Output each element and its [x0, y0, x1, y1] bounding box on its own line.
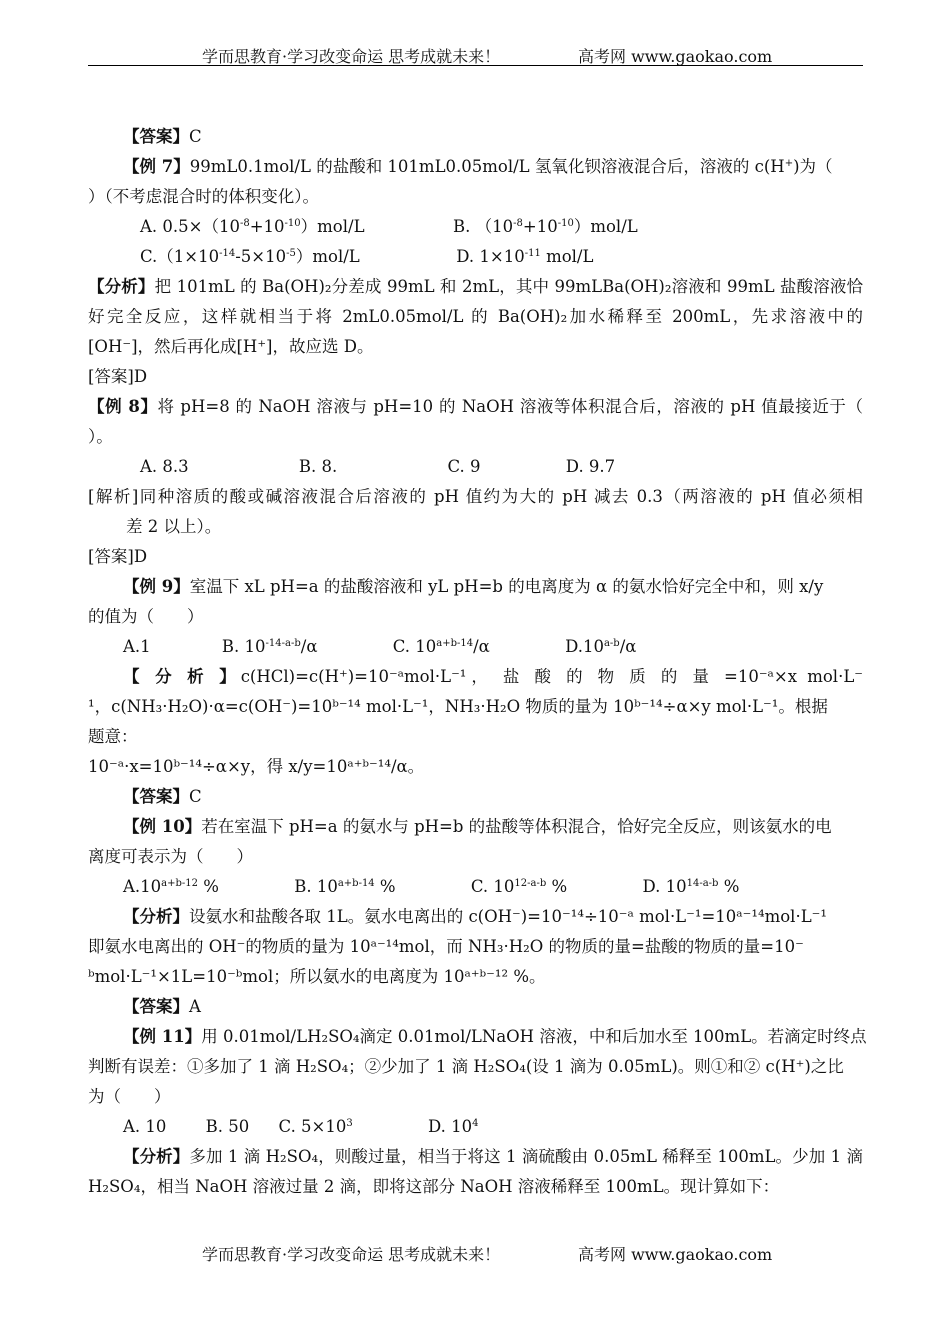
- example-10-line1: 【例 10】若在室温下 pH=a 的氨水与 pH=b 的盐酸等体积混合，恰好完全反应，则该氨水的电: [123, 817, 832, 836]
- example-7-line1: 【例 7】99mL0.1mol/L 的盐酸和 101mL0.05mol/L 氢氧化钡溶液混合后，溶液的 c(H+)为（: [123, 157, 833, 176]
- example-9-line2: 的值为（ ）: [88, 607, 204, 626]
- example-9-analysis-4: 10⁻ᵃ·x=10ᵇ⁻¹⁴÷α×y，得 x/y=10ᵃ⁺ᵇ⁻¹⁴/α。: [88, 757, 425, 776]
- example-9-analysis-1: 【 分 析 】c(HCl)=c(H⁺)=10⁻ᵃmol·L⁻¹， 盐 酸 的 物 质 的 量 =10⁻ᵃ×x mol·L⁻: [123, 667, 863, 686]
- option-b: B. 8.: [298, 457, 338, 476]
- example-9-analysis-3: 题意：: [88, 727, 138, 746]
- example-7-options-ab: [88, 212, 863, 242]
- document-body: [88, 122, 867, 1202]
- example-8-line2: ）。: [88, 427, 113, 446]
- example-9-line1: 【例 9】室温下 xL pH=a 的盐酸溶液和 yL pH=b 的电离度为 α 的氨水恰好完全中和，则 x/y: [123, 577, 824, 596]
- example-7-options-cd: [88, 242, 863, 272]
- example-tag: 【例 9】: [123, 577, 190, 596]
- example-tag: 【例 11】: [123, 1027, 202, 1046]
- header-site: 高考网 www.gaokao.com: [578, 47, 773, 66]
- answer-tag: 【答案】: [123, 997, 189, 1016]
- example-10-line2: 离度可表示为（ ）: [88, 847, 253, 866]
- analysis-tag: 【分析】: [123, 907, 189, 926]
- option-c: C. $5\times 10^3$: [278, 1117, 353, 1136]
- option-d: D.10$^{a-b}$/α: [565, 637, 637, 656]
- example-11-options: [88, 1112, 863, 1142]
- option-c: C. 9: [447, 457, 481, 476]
- answer-tag: 【答案】: [123, 127, 189, 146]
- option-c: C. $10^{a+b-14}/\alpha$: [392, 637, 490, 656]
- example-8-answer: [答案]D: [88, 547, 148, 566]
- analysis-tag: 【分析】: [123, 1147, 190, 1166]
- option-a: $A.10^{a+b-12}$ %: [123, 877, 219, 896]
- example-11-analysis-2: H₂SO₄，相当 NaOH 溶液过量 2 滴，即将这部分 NaOH 溶液稀释至 100mL。现计算如下：: [88, 1177, 780, 1196]
- example-9-options: [88, 632, 863, 662]
- option-c: C. 10$^{12-a-b}$ %: [470, 877, 568, 896]
- option-b: B. $(10^{-8}+10^{-10})mol/L$: [453, 217, 638, 236]
- example-10-analysis-1: 【分析】设氨水和盐酸各取 1L。氨水电离出的 c(OH⁻)=10⁻¹⁴÷10⁻ᵃ mol·L⁻¹=10ᵃ⁻¹⁴mol·L⁻¹: [123, 907, 827, 926]
- example-8-line1: 【例 8】将 pH=8 的 NaOH 溶液与 pH=10 的 NaOH 溶液等体积混合后，溶液的 pH 值最接近于（: [88, 397, 863, 416]
- answer-10: [88, 992, 863, 1022]
- option-a: A.1: [123, 637, 151, 656]
- example-8-explanation-2: 差 2 以上）。: [126, 517, 222, 536]
- option-d: D. 9.7: [565, 457, 616, 476]
- example-tag: 【例 10】: [123, 817, 202, 836]
- example-tag: 【例 8】: [88, 397, 158, 416]
- example-11-analysis-1: 【分析】多加 1 滴 H₂SO₄，则酸过量，相当于将这 1 滴硫酸由 0.05mL 稀释至 100mL。少加 1 滴: [123, 1147, 863, 1166]
- header-rule: [88, 65, 863, 66]
- option-a: A. $0.5\times(10^{-8}+10^{-10})mol/L$: [140, 217, 365, 236]
- example-8-explanation-1: [解析]同种溶质的酸或碱溶液混合后溶液的 pH 值约为大的 pH 减去 0.3（两溶液的 pH 值必须相: [88, 487, 863, 506]
- example-10-options: [88, 872, 863, 902]
- option-a: A. 10: [123, 1117, 167, 1136]
- answer-value: C: [189, 127, 202, 146]
- option-a: A. 8.3: [140, 457, 189, 476]
- example-7-analysis-3: [OH⁻]，然后再化成[H⁺]，故应选 D。: [88, 337, 374, 356]
- footer-site: 高考网 www.gaokao.com: [578, 1245, 773, 1264]
- example-11-line2: 判断有误差：①多加了 1 滴 H₂SO₄；②少加了 1 滴 H₂SO₄(设 1 滴为 0.05mL)。则①和② c(H⁺)之比: [88, 1057, 844, 1076]
- example-9-analysis-2: ¹，c(NH₃·H₂O)·α=c(OH⁻)=10ᵇ⁻¹⁴ mol·L⁻¹，NH₃·H₂O 物质的量为 10ᵇ⁻¹⁴÷α×y mol·L⁻¹。根据: [88, 697, 828, 716]
- example-tag: 【例 7】: [123, 157, 190, 176]
- example-7-analysis-2: 好完全反应，这样就相当于将 2mL0.05mol/L 的 Ba(OH)₂加水稀释至 200mL，先求溶液中的: [88, 307, 863, 326]
- answer-value: A: [189, 997, 201, 1016]
- answer-tag: 【答案】: [123, 787, 189, 806]
- example-11-line3: 为（ ）: [88, 1087, 171, 1106]
- option-d: D. 10$^{14-a-b}$ %: [642, 877, 740, 896]
- example-10-analysis-3: ᵇmol·L⁻¹×1L=10⁻ᵇmol；所以氨水的电离度为 10ᵃ⁺ᵇ⁻¹² %。: [88, 967, 546, 986]
- option-b: B. 50: [205, 1117, 250, 1136]
- answer-value: C: [189, 787, 202, 806]
- footer-slogan: 学而思教育·学习改变命运 思考成就未来！: [202, 1245, 501, 1264]
- answer-9: [88, 782, 863, 812]
- example-7-line2: ）（不考虑混合时的体积变化）。: [88, 187, 319, 206]
- analysis-tag: 【 分 析 】: [123, 667, 241, 686]
- example-8-options: [88, 452, 863, 482]
- option-d: D. $1\times 10^{-11}$ mol/L: [456, 247, 594, 266]
- header-slogan: 学而思教育·学习改变命运 思考成就未来！: [202, 47, 501, 66]
- option-b: B. $10^{a+b-14}$ %: [294, 877, 396, 896]
- page-header: [0, 36, 950, 64]
- answer-6: [88, 122, 863, 152]
- question-text: )为（: [793, 157, 833, 176]
- example-7-answer: [答案]D: [88, 367, 148, 386]
- example-7-analysis-1: 【分析】把 101mL 的 Ba(OH)₂分差成 99mL 和 2mL，其中 99mLBa(OH)₂溶液和 99mL 盐酸溶液恰: [88, 277, 864, 296]
- example-10-analysis-2: 即氨水电离出的 OH⁻的物质的量为 10ᵃ⁻¹⁴mol，而 NH₃·H₂O 的物质的量=盐酸的物质的量=10⁻: [88, 937, 804, 956]
- question-text: 99mL0.1mol/L 的盐酸和 101mL0.05mol/L 氢氧化钡溶液混合后，溶液的 c(H: [189, 157, 785, 176]
- option-c: $C.(1\times 10^{-14}-5\times 10^{-5})mol/L$: [140, 247, 360, 266]
- example-11-line1: 【例 11】用 0.01mol/LH₂SO₄滴定 0.01mol/LNaOH 溶液，中和后加水至 100mL。若滴定时终点: [123, 1027, 867, 1046]
- analysis-tag: 【分析】: [88, 277, 155, 296]
- option-b: B. $10^{-14-a-b}/\alpha$: [221, 637, 318, 656]
- option-d: D. $10^4$: [428, 1117, 479, 1136]
